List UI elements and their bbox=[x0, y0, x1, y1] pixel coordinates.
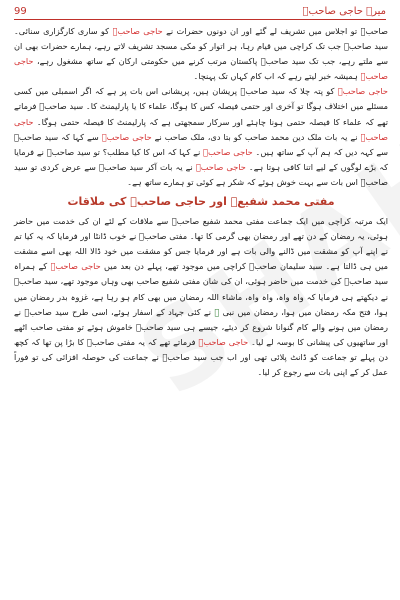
highlighted-name: حاجی صاحبؒ bbox=[203, 146, 253, 157]
highlighted-name: حاجی صاحبؒ bbox=[101, 131, 152, 142]
salutation-glyph: ﷺ bbox=[214, 306, 220, 317]
text-run: ایک مرتبہ کراچی میں ایک جماعت مفتی محمد شفیع صاحبؒ سے ملاقات کے لئے ان کی خدمت میں حاضر ہوئی، یہ رمضان کے دن تھے اور رمضان بھی گرمی کا تھا۔ مفتی صاحبؒ نے خوب ڈانٹا اور فرمایا کہ یہ کیا تم نے اپنے آپ کو مشقت میں ڈالنے والی بات ہے اور فرمایا جس کو مشقت میں خود ڈالا اللہ بھی اسے مشقت میں ہی ڈالتا ہے۔ سید سلیمان صاحبؒ کراچی میں موجود تھے، پہلے دن بعد میں bbox=[14, 216, 388, 272]
text-run: نے یہ بات ملک دین محمد صاحب کو بتا دی، ملک صاحب نے bbox=[151, 131, 361, 142]
highlighted-name: حاجی صاحبؒ bbox=[14, 56, 388, 82]
text-run: صاحبؒ تو اجلاس میں تشریف لے گئے اور ان دونوں حضرات نے bbox=[162, 26, 388, 36]
text-run: نے کئی جہاد کے اسفار ہوئے، اسی طرح سید صاحبؒ نے رمضان میں ہونے والے کام گنوانا شروع کر دیئے، جیسے ہی سید صاحبؒ خاموش ہوئے تو مفتی صاحب اٹھے اور ساتھیوں کی پیشانی کا بوسہ لے لیا۔ bbox=[14, 306, 388, 347]
paragraph bbox=[14, 214, 388, 380]
section-heading: مفتی محمد شفیعؒ اور حاجی صاحبؒ کی ملاقات bbox=[67, 195, 335, 209]
highlighted-name: حاجی صاحبؒ bbox=[337, 86, 388, 97]
header-divider bbox=[14, 19, 386, 20]
paragraph bbox=[14, 84, 388, 190]
body-text bbox=[14, 24, 388, 380]
highlighted-name: حاجی صاحبؒ bbox=[14, 116, 388, 142]
text-run: ہمیشہ خبر لیتے رہے کہ اب کام کہاں تک پہنچا۔ bbox=[193, 71, 361, 82]
highlighted-name: حاجی صاحبؒ bbox=[198, 336, 249, 347]
text-run: فرماتے تھے کہ یہ مفتی صاحبؒ کا بڑا پن تھا کہ کچھ دن پہلے تو جماعت کو ڈانٹ پلائی تھی اور اب جب سید صاحبؒ نے جماعت کی حوصلہ افزائی کی تو فوراً عمل کر کے اپنی بات سے رجوع کر لیا۔ bbox=[14, 336, 388, 377]
text-run: کو پتہ چلا کہ سید صاحبؒ پریشان ہیں، پریشانی اس بات پر ہے کہ اگر اسمبلی میں کسی مسئلے میں اختلاف ہوگا تو آخری اور حتمی فیصلہ کس کا ہوگا، علماء کا یا پارلیمنٹ کا۔ سید صاحبؒ فرماتے تھے کہ علماء کا فیصلہ حتمی ہونا چاہئے اور سرکار سمجھتی ہے کہ پارلیمنٹ کا فیصلہ حتمی ہوگا۔ bbox=[14, 86, 388, 127]
highlighted-name: حاجی صاحبؒ bbox=[195, 161, 246, 172]
text-run: نے کہا کہ اس کا کیا مطلب؟ تو سید صاحبؒ نے فرمایا کہ بڑے لوگوں کے لیے اتنا کافی ہوتا ہے۔ bbox=[14, 146, 388, 172]
running-title: میرے حاجی صاحبؒ bbox=[302, 6, 386, 17]
text-run: کو ساری کارگزاری سنائی۔ سید صاحبؒ جب تک کراچی میں قیام رہا، ہر اتوار کو مکی مسجد تشریف لاتے رہے، ہمارے حضرات بھی ان سے ملتے رہے، جب تک سید صاحبؒ پاکستان مرتب کرنے میں حکومتی ارکان کے ساتھ مشغول رہے، bbox=[14, 26, 388, 67]
paragraph bbox=[14, 24, 388, 84]
page-number: 99 bbox=[14, 6, 27, 17]
text-run: نے یہ بات آکر سید صاحبؒ سے عرض کردی تو سید صاحبؒ اس بات سے بہت خوش ہوئے کہ شکر ہے کوئی تو ہمارے ساتھ ہے۔ bbox=[14, 161, 388, 187]
text-run: سے کہا کہ سید صاحبؒ سے کہہ دیں کہ ہم آپ کے ساتھ ہیں۔ bbox=[14, 131, 388, 157]
text-run: کے ہمراہ سید صاحبؒ کی خدمت میں حاضر ہوئی، ان کی شان مفتی شفیع صاحب بھی وہاں موجود تھے، سید صاحبؒ نے دیکھتے ہی فرمایا کہ واہ واہ، واہ واہ، ماشاء اللہ رمضان میں بھی کام ہو رہا ہے، غزوہ بدر رمضان میں ہوا، فتح مکہ رمضان میں ہوا، رمضان میں نبی bbox=[14, 261, 388, 317]
highlighted-name: حاجی صاحبؒ bbox=[50, 261, 101, 272]
highlighted-name: حاجی صاحبؒ bbox=[112, 26, 163, 36]
